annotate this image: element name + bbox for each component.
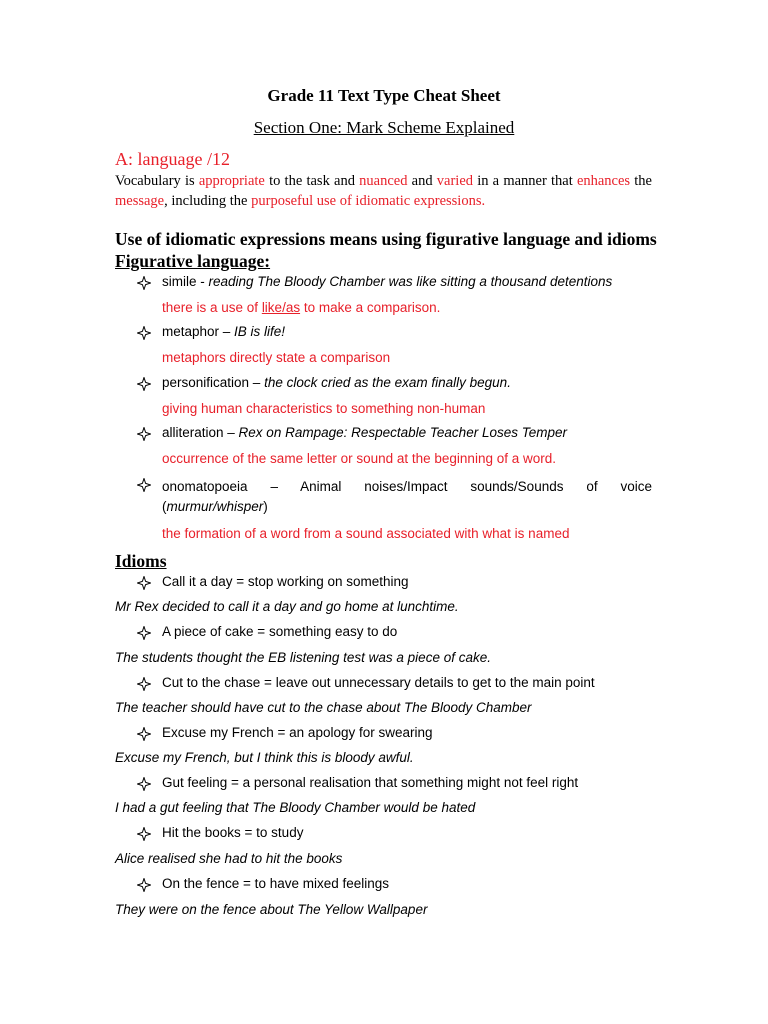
four-pointed-star-outline-icon [137,777,151,791]
idiom-example: I had a gut feeling that The Bloody Chamber would be hated [115,800,476,815]
page-title: Grade 11 Text Type Cheat Sheet [267,86,501,105]
text-run: the [630,173,652,189]
term: alliteration – [162,425,239,440]
idiom-item: Gut feeling = a personal realisation that something might not feel right [162,775,579,790]
example: IB is life! [234,324,286,339]
four-pointed-star-outline-icon [137,427,151,441]
section-title: Section One: Mark Scheme Explained [253,118,515,137]
text-run: Vocabulary is [115,173,199,189]
alliteration-definition: occurrence of the same letter or sound at the beginning of a word. [162,451,556,466]
four-pointed-star-outline-icon [137,727,151,741]
idiom-example: The students thought the EB listening test was a piece of cake. [115,650,491,665]
four-pointed-star-outline-icon [137,576,151,590]
criterion-description [115,171,652,211]
onomatopoeia-example [162,499,268,514]
four-pointed-star-outline-icon [137,377,151,391]
idiom-example: They were on the fence about The Yellow Wallpaper [115,902,428,917]
four-pointed-star-outline-icon [137,478,151,492]
idiom-item: Call it a day = stop working on something [162,574,409,589]
text-run: there is a use of [162,300,262,315]
personification-item [162,375,511,390]
keyword-purposeful: purposeful use of idiomatic expressions [251,193,482,209]
idiom-example: Alice realised she had to hit the books [115,851,343,866]
text-run: ) [263,499,268,514]
term: metaphor – [162,324,235,339]
example: murmur/whisper [166,499,264,514]
simile-item [162,274,612,289]
term: simile - [162,274,209,289]
example: the clock cried as the exam finally begun. [264,375,511,390]
idiom-item: On the fence = to have mixed feelings [162,876,390,891]
four-pointed-star-outline-icon [137,326,151,340]
underlined-text: like/as [261,300,301,315]
idiom-item: Cut to the chase = leave out unnecessary details to get to the main point [162,675,595,690]
alliteration-item [162,425,567,440]
four-pointed-star-outline-icon [137,626,151,640]
text-run: . [481,193,486,209]
four-pointed-star-outline-icon [137,827,151,841]
four-pointed-star-outline-icon [137,878,151,892]
simile-definition [162,300,440,315]
metaphor-definition: metaphors directly state a comparison [162,350,391,365]
text-run: ( [162,499,167,514]
text-run: to the task and [264,173,360,189]
onomatopoeia-definition: the formation of a word from a sound associated with what is named [162,526,570,541]
example: reading The Bloody Chamber was like sitting a thousand detentions [208,274,613,289]
text-run: , including the [164,193,252,209]
idiom-item: A piece of cake = something easy to do [162,624,398,639]
text-run: and [407,173,437,189]
example: Rex on Rampage: Respectable Teacher Loses Temper [238,425,567,440]
keyword-enhances: enhances [576,173,631,189]
idiom-item: Hit the books = to study [162,825,304,840]
keyword-appropriate: appropriate [198,173,265,189]
four-pointed-star-outline-icon [137,276,151,290]
keyword-varied: varied [436,173,474,189]
metaphor-item [162,324,285,339]
figurative-language-heading: Figurative language: [115,251,271,271]
text-run: in a manner that [473,173,577,189]
idiomatic-expressions-heading: Use of idiomatic expressions means using figurative language and idioms [115,229,657,249]
idiom-example: Mr Rex decided to call it a day and go home at lunchtime. [115,599,459,614]
idiom-item: Excuse my French = an apology for swearing [162,725,433,740]
idiom-example: Excuse my French, but I think this is bloody awful. [115,750,414,765]
criterion-heading: A: language /12 [115,149,230,169]
onomatopoeia-item: onomatopoeia – Animal noises/Impact sounds/Sounds of voice [162,479,652,494]
idioms-heading: Idioms [115,551,167,571]
four-pointed-star-outline-icon [137,677,151,691]
keyword-message: message [115,193,165,209]
personification-definition: giving human characteristics to something non-human [162,401,486,416]
term: personification – [162,375,265,390]
keyword-nuanced: nuanced [359,173,408,189]
idiom-example: The teacher should have cut to the chase about The Bloody Chamber [115,700,532,715]
text-run: to make a comparison. [300,300,441,315]
